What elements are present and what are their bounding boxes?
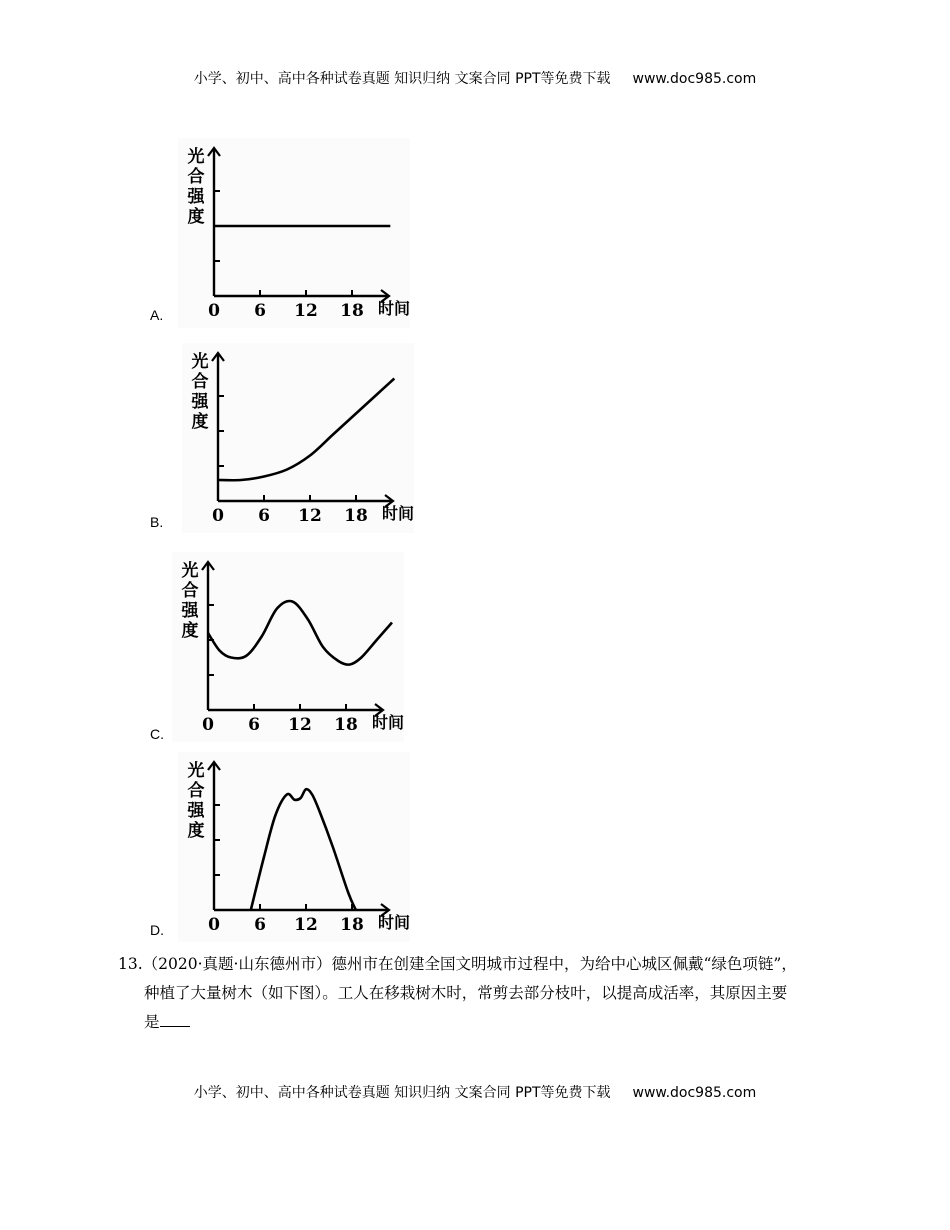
chart-option-d [178, 752, 410, 942]
x-tick-label-d-12: 12 [294, 915, 318, 935]
question-line-3 [118, 1008, 838, 1037]
data-curve-b [218, 379, 394, 481]
chart-c-svg [172, 552, 404, 742]
y-axis-title-char-a: 度 [187, 207, 205, 227]
y-axis-title-char-c: 强 [181, 601, 199, 621]
chart-a-svg [178, 138, 410, 328]
x-tick-label-c-0: 0 [202, 715, 214, 735]
header-text: 小学、初中、高中各种试卷真题 知识归纳 文案合同 PPT等免费下载 [193, 71, 611, 87]
x-tick-label-d-6: 6 [254, 915, 266, 935]
footer-site: www.doc985.com [632, 1085, 757, 1101]
question-source: （2020·真题·山东德州市） [142, 955, 332, 973]
x-tick-label-a-12: 12 [294, 301, 318, 321]
x-tick-label-b-18: 18 [344, 506, 368, 526]
chart-option-b [182, 343, 414, 533]
option-label-c: C. [150, 726, 164, 742]
data-curve-d [251, 789, 356, 910]
chart-option-a [178, 138, 410, 328]
y-axis-title-char-b: 光 [191, 352, 209, 372]
x-tick-label-b-12: 12 [298, 506, 322, 526]
y-axis-title-char-b: 合 [191, 372, 209, 392]
y-axis-title-char-b: 度 [191, 412, 209, 432]
x-axis-title-c: 时间 [371, 713, 405, 732]
chart-d-svg [178, 752, 410, 942]
y-axis-title-char-d: 强 [187, 801, 205, 821]
question-line-2: 种植了大量树木（如下图）。工人在移栽树木时，常剪去部分枝叶，以提高成活率，其原因主要 [144, 984, 788, 1002]
y-axis-title-char-d: 度 [187, 821, 205, 841]
y-axis-title-char-b: 强 [191, 392, 209, 412]
x-tick-label-b-6: 6 [258, 506, 270, 526]
data-curve-c [208, 601, 392, 665]
x-tick-label-a-6: 6 [254, 301, 266, 321]
chart-b-svg [182, 343, 414, 533]
x-tick-label-c-18: 18 [334, 715, 358, 735]
y-axis-title-char-a: 强 [187, 187, 205, 207]
x-axis-title-b: 时间 [381, 504, 415, 523]
question-text-1: 德州市在创建全国文明城市过程中，为给中心城区佩戴“绿色项链”， [331, 955, 797, 973]
header-site: www.doc985.com [632, 71, 757, 87]
x-tick-label-c-12: 12 [288, 715, 312, 735]
x-tick-label-c-6: 6 [248, 715, 260, 735]
y-axis-title-char-d: 光 [187, 761, 205, 781]
answer-blank[interactable] [160, 1010, 190, 1027]
y-axis-title-char-c: 度 [181, 621, 199, 641]
x-tick-label-b-0: 0 [212, 506, 224, 526]
question-text-3: 是 [144, 1013, 160, 1031]
page-header [0, 68, 950, 88]
option-label-b: B. [150, 514, 164, 530]
x-tick-label-d-18: 18 [340, 915, 364, 935]
option-label-d: D. [150, 922, 164, 938]
y-axis-title-char-d: 合 [187, 781, 205, 801]
y-axis-title-char-c: 光 [181, 561, 199, 581]
x-axis-title-d: 时间 [377, 913, 411, 932]
question-line-1 [118, 950, 838, 979]
x-tick-label-d-0: 0 [208, 915, 220, 935]
question-13 [118, 950, 838, 1037]
y-axis-title-char-a: 光 [187, 147, 205, 167]
footer-text: 小学、初中、高中各种试卷真题 知识归纳 文案合同 PPT等免费下载 [193, 1085, 611, 1101]
y-axis-title-char-a: 合 [187, 167, 205, 187]
chart-option-c [172, 552, 404, 742]
x-tick-label-a-0: 0 [208, 301, 220, 321]
x-axis-title-a: 时间 [377, 299, 411, 318]
x-tick-label-a-18: 18 [340, 301, 364, 321]
page-footer [0, 1082, 950, 1102]
question-number: 13. [118, 955, 143, 973]
y-axis-title-char-c: 合 [181, 581, 199, 601]
option-label-a: A. [150, 307, 164, 323]
